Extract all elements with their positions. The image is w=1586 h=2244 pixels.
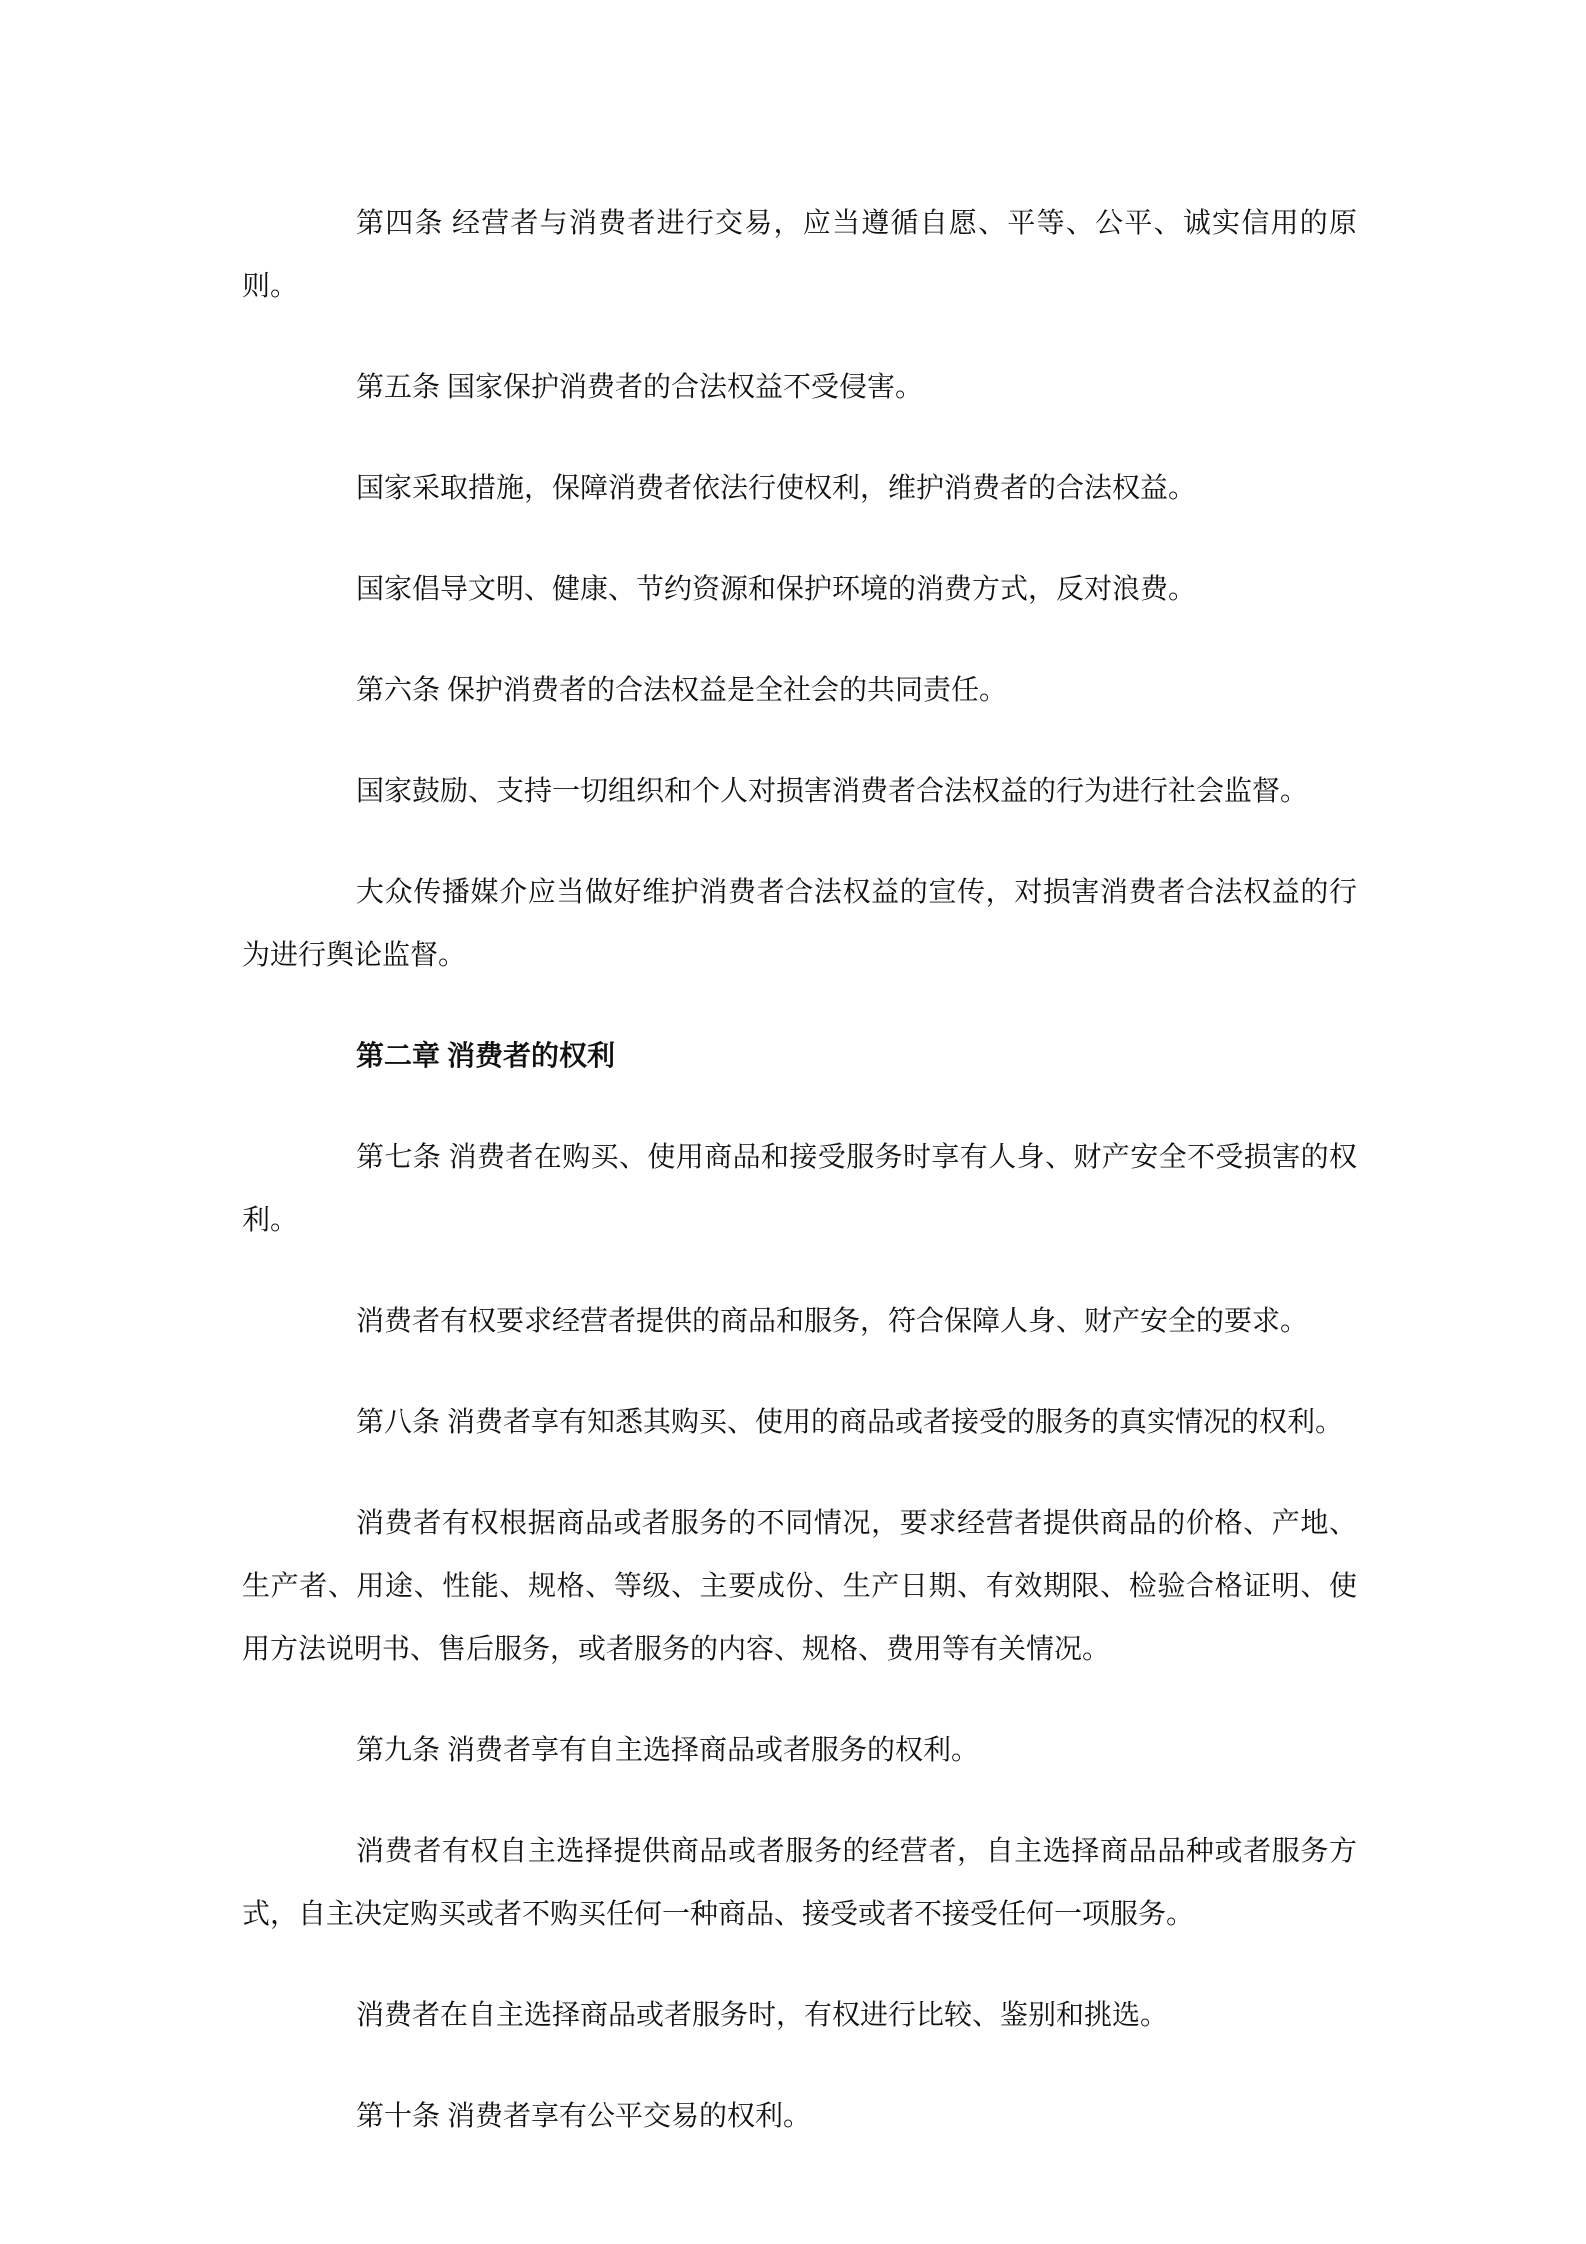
article-8: 第八条 消费者享有知悉其购买、使用的商品或者接受的服务的真实情况的权利。 <box>356 1407 1344 1438</box>
article-5: 第五条 国家保护消费者的合法权益不受侵害。 <box>356 372 924 403</box>
paragraph: 消费者有权根据商品或者服务的不同情况，要求经营者提供商品的价格、产地、生产者、用途、性能、规格、等级、主要成份、生产日期、有效期限、检验合格证明、使用方法说明书、售后服务，或者服务的内容、规格、费用等有关情况。 <box>242 1508 1357 1665</box>
paragraph: 国家倡导文明、健康、节约资源和保护环境的消费方式，反对浪费。 <box>356 574 1197 605</box>
article-6: 第六条 保护消费者的合法权益是全社会的共同责任。 <box>356 675 1008 706</box>
article-4: 第四条 经营者与消费者进行交易，应当遵循自愿、平等、公平、诚实信用的原则。 <box>242 208 1357 302</box>
article-7: 第七条 消费者在购买、使用商品和接受服务时享有人身、财产安全不受损害的权利。 <box>242 1142 1357 1236</box>
article-9: 第九条 消费者享有自主选择商品或者服务的权利。 <box>356 1735 980 1766</box>
paragraph: 国家采取措施，保障消费者依法行使权利，维护消费者的合法权益。 <box>356 473 1197 504</box>
paragraph: 消费者有权要求经营者提供的商品和服务，符合保障人身、财产安全的要求。 <box>356 1306 1309 1337</box>
article-10: 第十条 消费者享有公平交易的权利。 <box>356 2101 812 2132</box>
paragraph: 消费者有权自主选择提供商品或者服务的经营者，自主选择商品品种或者服务方式，自主决定购买或者不购买任何一种商品、接受或者不接受任何一项服务。 <box>242 1836 1357 1930</box>
document-page <box>242 192 1357 2186</box>
paragraph: 大众传播媒介应当做好维护消费者合法权益的宣传，对损害消费者合法权益的行为进行舆论监督。 <box>242 877 1357 971</box>
paragraph: 国家鼓励、支持一切组织和个人对损害消费者合法权益的行为进行社会监督。 <box>356 776 1309 807</box>
chapter-heading: 第二章 消费者的权利 <box>356 1041 616 1072</box>
paragraph: 消费者在自主选择商品或者服务时，有权进行比较、鉴别和挑选。 <box>356 2000 1169 2031</box>
